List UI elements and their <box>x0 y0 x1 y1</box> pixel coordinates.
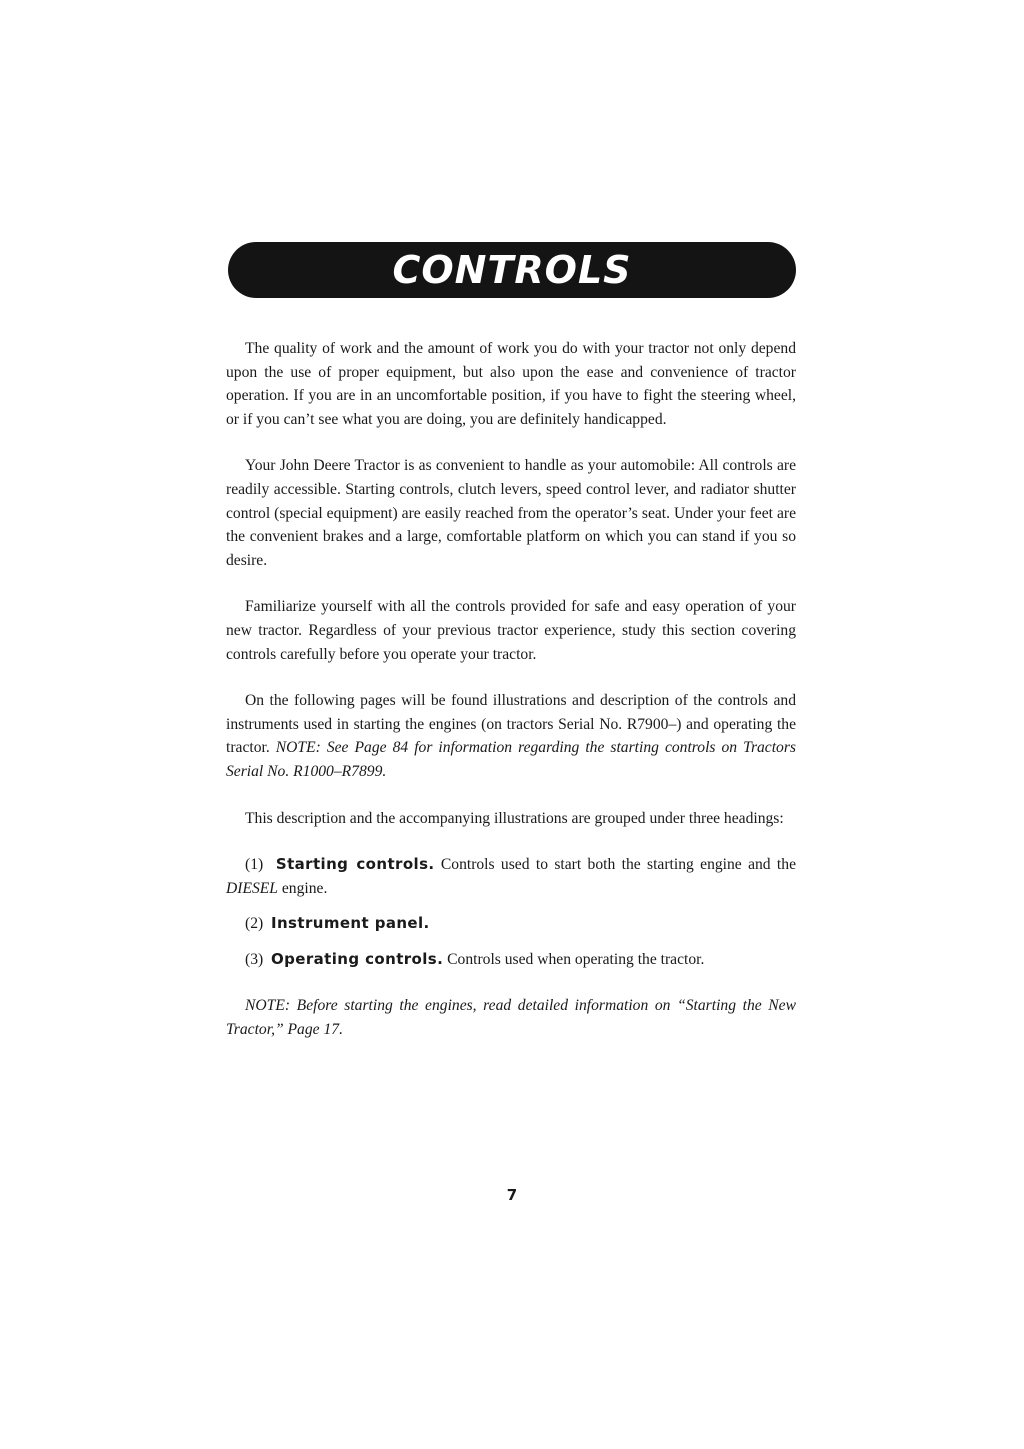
heading-number: (1) <box>245 856 264 874</box>
note-text: Before starting the engines, read detailed information on “Starting the New Tractor,” Page 17. <box>226 997 796 1039</box>
heading-title: Starting controls. <box>275 855 435 874</box>
heading-item-1 <box>226 853 796 900</box>
heading-desc-end: engine. <box>277 879 328 897</box>
paragraph-grouping: This description and the accompanying illustrations are grouped under three headings: <box>245 809 784 827</box>
note-label: NOTE: <box>245 997 291 1015</box>
following-pages-text: On the following pages will be found illustrations and description of the controls and instruments used in starting the engines (on tractors Serial No. R7900–) and operating the tractor. <box>226 692 796 757</box>
heading-title: Operating controls. <box>270 949 444 968</box>
heading-item-2 <box>226 912 796 936</box>
heading-number: (3) <box>245 950 264 968</box>
heading-desc-emphasis: DIESEL <box>226 879 278 897</box>
paragraph-intro: The quality of work and the amount of work you do with your tractor not only depend upon the use of proper equipment, but also upon the ease and convenience of tractor operation. If you are in an uncomfortable position, if you have to fight the steering wheel, or if you can’t see what you are doing, you are definitely handicapped. <box>226 340 796 428</box>
paragraph-convenience: Your John Deere Tractor is as convenient to handle as your automobile: All controls are readily accessible. Starting controls, clutch levers, speed control lever, and radiator shutter control (special equipment) are easily reached from the operator’s seat. Under your feet are the convenient brakes and a large, comfortable platform on which you can stand if you so desire. <box>226 457 796 569</box>
page-number: 7 <box>506 1186 518 1204</box>
heading-number: (2) <box>245 915 264 933</box>
closing-note <box>226 994 796 1041</box>
paragraph-familiarize: Familiarize yourself with all the controls provided for safe and easy operation of your new tractor. Regardless of your previous tractor experience, study this section covering controls carefully before you operate your tractor. <box>226 598 796 663</box>
section-title-banner <box>228 242 796 298</box>
heading-item-3 <box>226 948 796 972</box>
page-body <box>226 337 796 1042</box>
heading-title: Instrument panel. <box>270 914 430 933</box>
serial-note: NOTE: See Page 84 for information regarding the starting controls on Tractors Serial No. R1000–R7899. <box>226 739 796 780</box>
paragraph-following-pages <box>226 689 796 783</box>
heading-desc: Controls used when operating the tractor. <box>443 950 705 968</box>
section-title: CONTROLS <box>392 248 632 292</box>
heading-desc: Controls used to start both the starting engine and the <box>434 856 796 874</box>
